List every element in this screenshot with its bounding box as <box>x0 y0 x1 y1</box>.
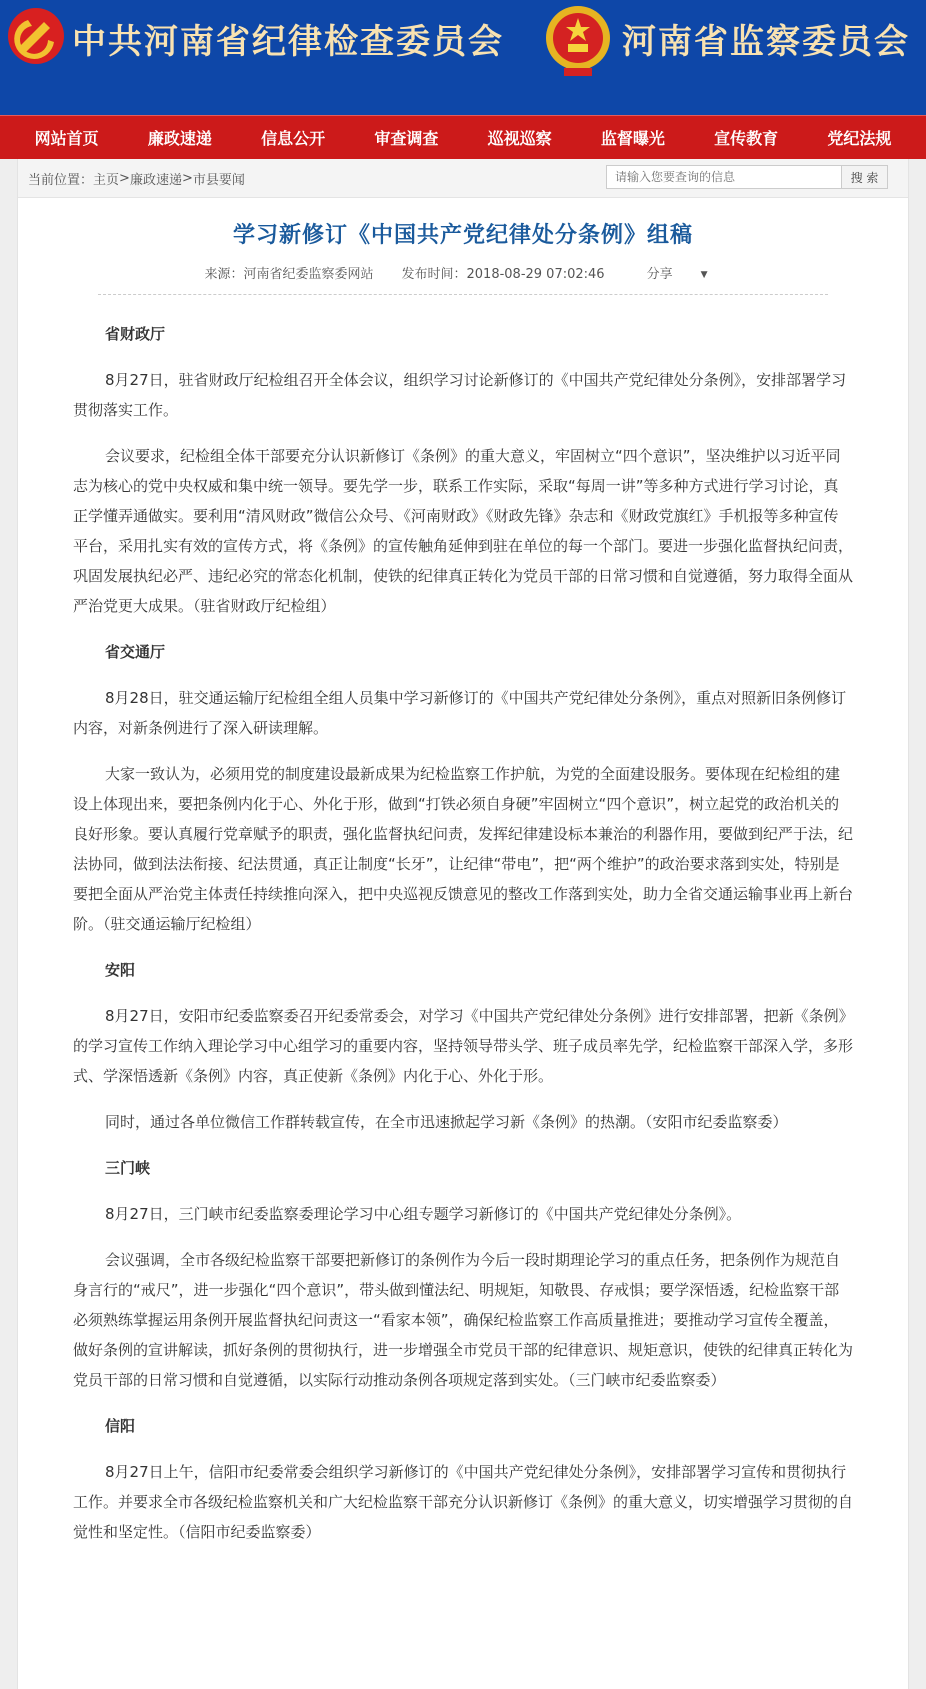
section-heading: 三门峡 <box>105 1159 151 1177</box>
nav-item-inspection[interactable]: 巡视巡察 <box>487 131 552 148</box>
paragraph: 8月27日，安阳市纪委监察委召开纪委常委会，对学习《中国共产党纪律处分条例》进行安排部署，把新《条例》的学习宣传工作纳入理论学习中心组学习的重要内容，坚持领导带头学、班子成员率先学，纪检监察干部深入学，多形式、学深悟透新《条例》内容，真正使新《条例》内化于心、外化于形。 <box>73 1007 854 1085</box>
article-body <box>18 295 908 1547</box>
search-button[interactable]: 搜 索 <box>842 165 888 189</box>
nav-item-news[interactable]: 廉政速递 <box>147 131 212 148</box>
article-page <box>17 159 909 1689</box>
site-title-right: 河南省监察委员会 <box>622 22 910 62</box>
main-nav <box>0 115 926 159</box>
search-input[interactable] <box>606 165 842 189</box>
nav-item-education[interactable]: 宣传教育 <box>714 131 779 148</box>
breadcrumb <box>18 159 908 198</box>
nav-item-regulations[interactable]: 党纪法规 <box>827 131 892 148</box>
section-heading: 省财政厅 <box>105 325 166 343</box>
site-banner <box>0 0 926 115</box>
paragraph: 8月27日，三门峡市纪委监察委理论学习中心组专题学习新修订的《中国共产党纪律处分条例》。 <box>105 1205 742 1223</box>
article-meta <box>98 263 828 295</box>
site-title-left: 中共河南省纪律检查委员会 <box>72 22 504 62</box>
chevron-down-icon: ▼ <box>700 269 708 280</box>
nav-item-disclosure[interactable]: 信息公开 <box>261 131 326 148</box>
breadcrumb-home[interactable]: 主页 <box>93 172 120 188</box>
paragraph: 8月27日上午，信阳市纪委常委会组织学习新修订的《中国共产党纪律处分条例》，安排部署学习宣传和贯彻执行工作。并要求全市各级纪检监察机关和广大纪检监察干部充分认识新修订《条例》的重大意义，切实增强学习贯彻的自觉性和坚定性。（信阳市纪委监察委） <box>73 1463 854 1541</box>
nav-item-home[interactable]: 网站首页 <box>34 131 99 148</box>
paragraph: 同时，通过各单位微信工作群转载宣传，在全市迅速掀起学习新《条例》的热潮。（安阳市纪委监察委） <box>105 1113 788 1131</box>
breadcrumb-city-news[interactable]: 市县要闻 <box>192 172 245 188</box>
breadcrumb-sep: > <box>119 170 130 186</box>
article-published: 发布时间：2018-08-29 07:02:46 <box>401 267 605 282</box>
paragraph: 会议强调，全市各级纪检监察干部要把新修订的条例作为今后一段时期理论学习的重点任务，把条例作为规范自身言行的“戒尺”，进一步强化“四个意识”，带头做到懂法纪、明规矩，知敬畏、存戒惧；要学深悟透，纪检监察干部必须熟练掌握运用条例开展监督执纪问责这一“看家本领”，确保纪检监察工作高质量推进；要推动学习宣传全覆盖，做好条例的宣讲解读，抓好条例的贯彻执行，进一步增强全市党员干部的纪律意识、规矩意识，使铁的纪律真正转化为党员干部的日常习惯和自觉遵循，以实际行动推动条例各项规定落到实处。（三门峡市纪委监察委） <box>73 1251 854 1389</box>
share-button[interactable] <box>633 263 722 282</box>
share-label: 分享 <box>646 267 673 282</box>
breadcrumb-prefix: 当前位置： <box>28 172 94 188</box>
paragraph: 8月27日，驻省财政厅纪检组召开全体会议，组织学习讨论新修订的《中国共产党纪律处分条例》，安排部署学习贯彻落实工作。 <box>73 371 847 419</box>
nav-item-investigation[interactable]: 审查调查 <box>374 131 439 148</box>
article-title: 学习新修订《中国共产党纪律处分条例》组稿 <box>232 223 693 248</box>
section-heading: 信阳 <box>105 1417 136 1435</box>
paragraph: 8月28日，驻交通运输厅纪检组全组人员集中学习新修订的《中国共产党纪律处分条例》，重点对照新旧条例修订内容，对新条例进行了深入研读理解。 <box>73 689 847 737</box>
search-box <box>606 165 888 189</box>
article-source: 来源：河南省纪委监察委网站 <box>204 267 374 282</box>
section-heading: 安阳 <box>105 961 136 979</box>
nav-item-exposure[interactable]: 监督曝光 <box>600 131 665 148</box>
breadcrumb-sep: > <box>181 170 193 186</box>
party-emblem-icon <box>6 6 66 66</box>
breadcrumb-news[interactable]: 廉政速递 <box>129 172 182 188</box>
section-heading: 省交通厅 <box>105 643 166 661</box>
paragraph: 大家一致认为，必须用党的制度建设最新成果为纪检监察工作护航，为党的全面建设服务。要体现在纪检组的建设上体现出来，要把条例内化于心、外化于形，做到“打铁必须自身硬”牢固树立“四个意识”，树立起党的政治机关的良好形象。要认真履行党章赋予的职责，强化监督执纪问责，发挥纪律建设标本兼治的利器作用，要做到纪严于法，纪法协同，做到法法衔接、纪法贯通，真正让制度“长牙”，让纪律“带电”，把“两个维护”的政治要求落到实处，特别是要把全面从严治党主体责任持续推向深入，把中央巡视反馈意见的整改工作落到实处，助力全省交通运输事业再上新台阶。（驻交通运输厅纪检组） <box>73 765 854 933</box>
paragraph: 会议要求，纪检组全体干部要充分认识新修订《条例》的重大意义，牢固树立“四个意识”，坚决维护以习近平同志为核心的党中央权威和集中统一领导。要先学一步，联系工作实际，采取“每周一讲”等多种方式进行学习讨论，真正学懂弄通做实。要利用“清风财政”微信公众号、《河南财政》《财政先锋》杂志和《财政党旗红》手机报等多种宣传平台，采用扎实有效的宣传方式，将《条例》的宣传触角延伸到驻在单位的每一个部门。要进一步强化监督执纪问责，巩固发展执纪必严、违纪必究的常态化机制，使铁的纪律真正转化为党员干部的日常习惯和自觉遵循，努力取得全面从严治党更大成果。（驻省财政厅纪检组） <box>73 447 854 615</box>
national-emblem-icon <box>542 2 614 78</box>
